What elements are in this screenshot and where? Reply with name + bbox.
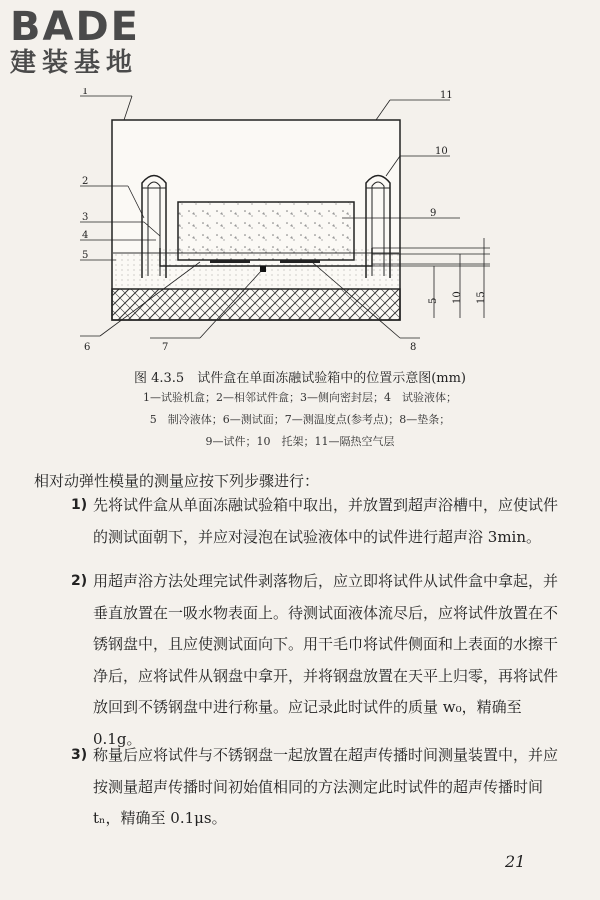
specimen [178,202,354,260]
svg-text:5: 5 [428,297,439,304]
procedure-step [71,740,563,835]
step-text: 用超声浴方法处理完试件剥落物后，应立即将试件从试件盒中拿起，并垂直放置在一吸水物表面上。待测试面液体流尽后，应将试件放置在不锈钢盘中，且应使测试面向下。用干毛巾将试件侧面和上表面的水擦干净后，应将试件从钢盘中拿开，并将钢盘放置在天平上归零，再将试件放回到不锈钢盘中进行称量。应记录此时试件的质量 w₀，精确至 0.1g。 [93,572,559,748]
figure-caption: 图 4.3.5 试件盒在单面冻融试验箱中的位置示意图(mm) [133,371,466,386]
svg-text:7: 7 [162,342,169,353]
spacer-strip [210,260,250,263]
svg-text:9: 9 [430,208,437,219]
svg-text:10: 10 [435,146,448,157]
logo-wordmark: BADE [10,4,140,50]
step-number: 3) [71,747,88,763]
callout-label: 1 [82,88,89,97]
page-number: 21 [505,852,526,871]
svg-text:2: 2 [82,176,89,187]
procedure-step [71,566,563,755]
svg-text:3: 3 [82,212,89,223]
step-text: 称量后应将试件与不锈钢盘一起放置在超声传播时间测量装置中，并应按测量超声传播时间初始值相同的方法测定此时试件的超声传播时间 tₙ，精确至 0.1μs。 [93,746,559,827]
freeze-thaw-diagram [60,88,510,358]
step-number: 1) [71,497,88,513]
section-intro: 相对动弹性模量的测量应按下列步骤进行： [34,472,320,490]
base-layer [112,289,400,320]
svg-text:8: 8 [410,342,417,353]
svg-text:15: 15 [476,291,487,304]
figure-legend-line: 5 制冷液体；6—测试面；7—测温度点(参考点)；8—垫条； [149,413,451,426]
logo-subtitle: 建装基地 [10,48,139,78]
svg-text:4: 4 [82,230,89,241]
step-text: 先将试件盒从单面冻融试验箱中取出，并放置到超声浴槽中，应使试件的测试面朝下，并应对浸泡在试验液体中的试件进行超声浴 3min。 [93,496,559,546]
publisher-logo [10,6,140,78]
svg-text:5: 5 [82,250,89,261]
figure-legend-line: 9—试件；10 托架；11—隔热空气层 [205,435,395,448]
procedure-step [71,490,563,553]
svg-text:10: 10 [452,291,463,304]
svg-text:6: 6 [84,342,91,353]
figure-legend-line: 1—试验机盒；2—相邻试件盒；3—侧向密封层；4 试验液体； [143,391,457,404]
step-number: 2) [71,573,88,589]
svg-text:11: 11 [440,90,453,101]
